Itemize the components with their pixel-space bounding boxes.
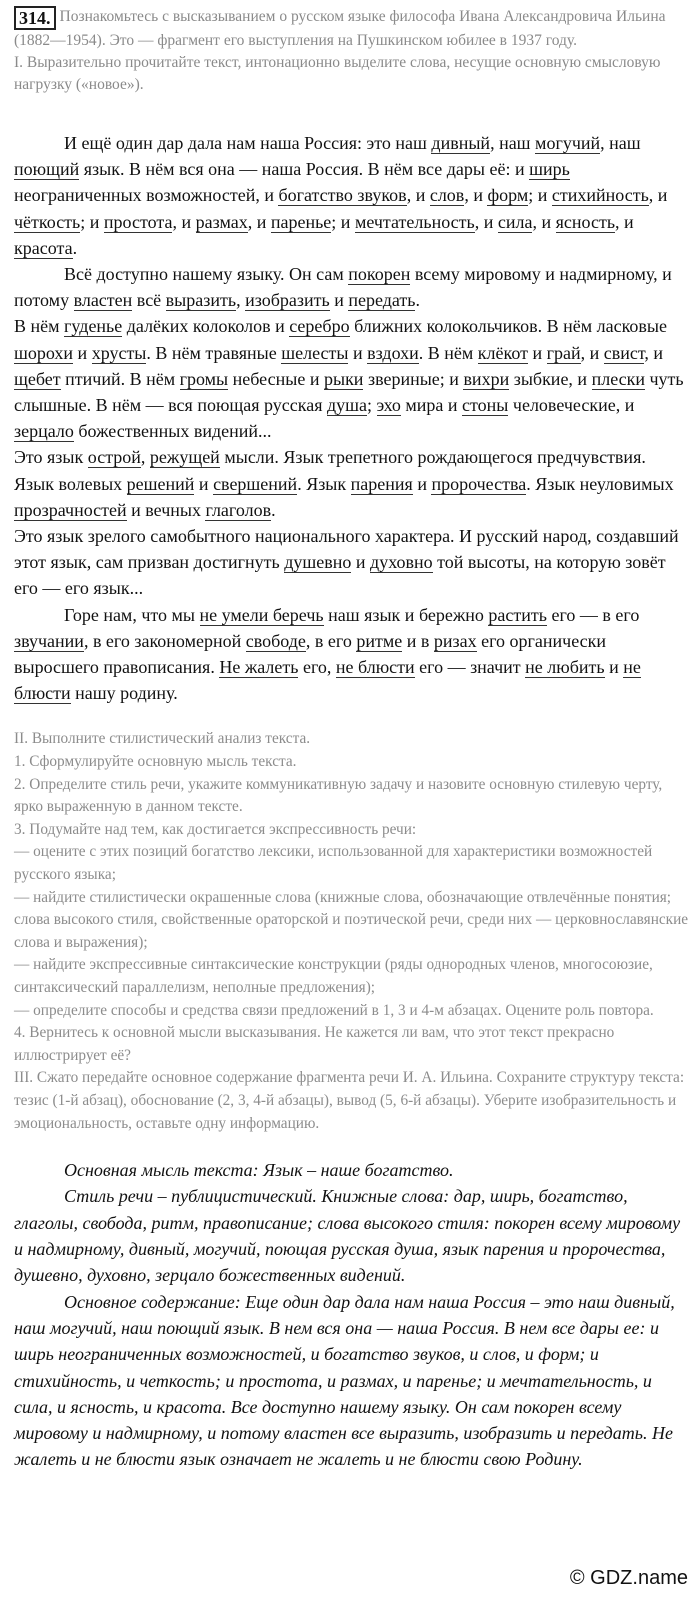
task-item: 4. Вернитесь к основной мысли высказывания. Не кажется ли вам, что этот текст прекрасно иллюстрирует её?	[14, 1024, 615, 1064]
key-word: выразить	[165, 290, 237, 311]
text-fragment: чуть слышные. В нём — вся поющая русская	[14, 368, 684, 416]
key-word: мечтательность	[354, 211, 475, 232]
text-fragment: ;	[367, 395, 377, 416]
text-fragment: , и	[464, 185, 488, 206]
key-word: стихийность	[551, 185, 649, 206]
text-fragment: Это язык	[14, 447, 88, 468]
text-fragment: ,	[140, 447, 150, 468]
key-word: размах	[195, 211, 248, 232]
text-fragment: той высоты, на которую зовёт его — его язык...	[14, 552, 666, 599]
page	[14, 6, 690, 1473]
text-fragment: и	[329, 290, 349, 311]
text-fragment: и	[73, 342, 92, 363]
key-word: стоны	[462, 395, 509, 416]
text-fragment: . Язык неуловимых	[526, 473, 674, 494]
text-paragraph	[14, 261, 690, 313]
text-fragment: его,	[298, 657, 336, 678]
text-fragment: ближних колокольчиков. В нём ласковые	[349, 316, 668, 337]
key-word: пророчества	[431, 473, 527, 494]
key-word: слов	[429, 185, 465, 206]
key-word: передать	[348, 290, 416, 311]
key-word: щебет	[14, 368, 61, 389]
key-word: шелесты	[281, 342, 349, 363]
key-word: плески	[591, 368, 645, 389]
key-word: Не жалеть	[219, 657, 299, 678]
task-item: 2. Определите стиль речи, укажите коммуникативную задачу и назовите основную стилевую черту, ярко выраженную в данном тексте.	[14, 775, 663, 816]
text-fragment: . В нём травяные	[146, 342, 282, 363]
key-word: клёкот	[477, 342, 528, 363]
key-word: режущей	[149, 447, 220, 468]
answer-paragraph: Основная мысль текста: Язык – наше богатство.	[64, 1160, 454, 1181]
text-fragment: и	[351, 552, 371, 573]
key-word: не любить	[525, 657, 605, 678]
text-fragment: , и	[247, 211, 271, 232]
key-word: поющий	[14, 159, 80, 180]
task-item: 1. Сформулируйте основную мысль текста.	[14, 753, 297, 771]
key-word: дивный	[431, 133, 491, 153]
text-fragment: , и	[644, 342, 664, 363]
text-fragment: звериные; и	[363, 368, 464, 389]
text-fragment: , наш	[490, 133, 536, 153]
text-fragment: неограниченных возможностей, и	[14, 185, 279, 206]
text-fragment: язык. В нём вся она — наша Россия. В нём все дары её: и	[79, 159, 530, 180]
key-word: звучании	[14, 630, 84, 651]
text-fragment: нашу родину.	[70, 683, 178, 704]
key-word: шорохи	[14, 342, 74, 363]
task-item: — найдите стилистически окрашенные слова (книжные слова, обозначающие отвлечённые понятия; слова высокого стиля, свойственные ораторской и поэтической речи, среди них — церковнославянские слова и выражения);	[14, 888, 689, 951]
text-fragment: его — в его	[546, 604, 640, 625]
key-word: гуденье	[64, 316, 123, 337]
text-fragment: Это язык зрелого самобытного национального характера. И русский народ, создавший этот язык, сам призван достигнуть	[14, 526, 679, 573]
key-word: вихри	[463, 368, 510, 389]
key-word: не блюсти	[335, 657, 415, 678]
key-word: парения	[350, 473, 413, 494]
key-word: простота	[103, 211, 173, 232]
answer-block	[14, 1157, 690, 1473]
source-text	[14, 130, 690, 706]
text-fragment: и	[194, 473, 214, 494]
key-word: не блюсти	[14, 657, 641, 704]
text-fragment: наш язык и бережно	[323, 604, 489, 625]
text-fragment: человеческие, и	[508, 395, 635, 416]
text-paragraph	[14, 130, 690, 261]
exercise-intro: Познакомьтесь с высказыванием о русском языке философа Ивана Александровича Ильина (1882—1954). Это — фрагмент его выступления на Пушкинском юбилее в 1937 году.	[14, 8, 666, 49]
text-fragment: его органически выросшего правописания.	[14, 630, 607, 678]
text-fragment: , наш	[600, 133, 641, 153]
key-word: свершений	[213, 473, 298, 494]
key-word: богатство звуков	[278, 185, 407, 206]
text-paragraph	[14, 313, 690, 444]
text-fragment: зыбкие, и	[509, 368, 592, 389]
key-word: ширь	[529, 159, 570, 180]
exercise-number: 314.	[14, 6, 56, 30]
task-item: II. Выполните стилистический анализ текста.	[14, 730, 311, 748]
text-fragment: Горе нам, что мы	[64, 604, 200, 625]
task-item: — определите способы и средства связи предложений в 1, 3 и 4-м абзацах. Оцените роль повтора.	[14, 1001, 654, 1019]
key-word: могучий	[535, 133, 601, 153]
task-item: III. Сжато передайте основное содержание фрагмента речи И. А. Ильина. Сохраните структуру текста: тезис (1-й абзац), обоснование (2, 3, 4-й абзацы), вывод (5, 6-й абзацы). Уберите изобразительность и эмоциональность, оставьте одну информацию.	[14, 1069, 685, 1132]
exercise-header	[14, 6, 690, 96]
text-fragment: его — значит	[414, 657, 526, 678]
key-word: эхо	[376, 395, 401, 416]
task-item: — оцените с этих позиций богатство лексики, использованной для характеристики возможностей русского языка;	[14, 843, 653, 884]
text-fragment: и	[604, 657, 624, 678]
key-word: душевно	[284, 552, 352, 573]
watermark: © GDZ.name	[569, 1567, 688, 1589]
answer-paragraph: Основное содержание: Еще один дар дала нам наша Россия – это наш дивный, наш могучий, наш поющий язык. В нем вся она — наша Россия. В нем все дары ее: и ширь неограниченных возможностей, и богатство звуков, и слов, и форм; и стихийность, и четкость; и простота, и размах, и паренье; и мечтательность, и сила, и ясность, и красота. Все доступно нашему языку. Он сам покорен всему мировому и надмирному, и потому властен все выразить, изобразить и передать. Не жалеть и не блюсти язык означает не жалеть и не блюсти свою Родину.	[14, 1291, 675, 1470]
task-1-instruction: I. Выразительно прочитайте текст, интонационно выделите слова, несущие основную смысловую нагрузку («новое»).	[14, 54, 661, 93]
text-fragment: , и	[580, 342, 604, 363]
key-word: громы	[179, 368, 229, 389]
key-word: ясность	[555, 211, 616, 232]
text-fragment: .	[72, 237, 78, 258]
task-list	[14, 728, 690, 1135]
key-word: духовно	[370, 552, 433, 573]
text-fragment: , в его	[305, 630, 357, 651]
text-fragment: божественных видений...	[73, 421, 272, 442]
text-fragment: . Язык	[297, 473, 351, 494]
text-fragment: , и	[532, 211, 556, 232]
text-fragment: птичий. В нём	[60, 368, 180, 389]
key-word: ритме	[356, 630, 403, 651]
key-word: глаголов	[205, 499, 272, 520]
text-fragment: ; и	[331, 211, 355, 232]
key-word: душа	[327, 395, 368, 416]
text-fragment: ,	[236, 290, 246, 311]
key-word: решений	[126, 473, 195, 494]
key-word: свободе	[245, 630, 306, 651]
text-fragment: , и	[172, 211, 196, 232]
task-item: — найдите экспрессивные синтаксические конструкции (ряды однородных членов, многосоюзие, синтаксический параллелизм, неполные предложения);	[14, 956, 653, 996]
text-fragment: , и	[406, 185, 430, 206]
key-word: красота	[14, 237, 73, 258]
key-word: грай	[546, 342, 581, 363]
key-word: вздохи	[367, 342, 419, 363]
task-item: 3. Подумайте над тем, как достигается экспрессивность речи:	[14, 820, 417, 838]
text-fragment: и вечных	[126, 499, 206, 520]
text-fragment: далёких колоколов и	[122, 316, 290, 337]
text-fragment: Всё доступно нашему языку. Он сам	[64, 264, 349, 285]
text-fragment: всему мировому и надмирному, и потому	[14, 264, 672, 311]
text-fragment: ; и	[80, 211, 104, 232]
key-word: чёткость	[14, 211, 81, 232]
text-fragment: , и	[474, 211, 498, 232]
text-fragment: ; и	[528, 185, 552, 206]
text-fragment: и в	[402, 630, 434, 651]
text-fragment: , в его закономерной	[83, 630, 246, 651]
key-word: зерцало	[14, 421, 74, 442]
key-word: форм	[487, 185, 529, 206]
key-word: острой	[87, 447, 141, 468]
text-fragment: мысли. Язык трепетного рождающегося предчувствия. Язык волевых	[14, 447, 646, 494]
text-fragment: мира и	[400, 395, 463, 416]
text-fragment: .	[271, 499, 276, 520]
key-word: не умели беречь	[199, 604, 324, 625]
key-word: изобразить	[245, 290, 330, 311]
text-fragment: . В нём	[418, 342, 478, 363]
text-fragment: , и	[648, 185, 668, 206]
text-paragraph	[14, 444, 690, 523]
key-word: свист	[603, 342, 645, 363]
text-fragment: и	[348, 342, 368, 363]
text-paragraph	[14, 523, 690, 602]
text-fragment: всё	[132, 290, 166, 311]
key-word: растить	[488, 604, 547, 625]
text-paragraph	[14, 602, 690, 707]
key-word: ризах	[433, 630, 477, 651]
key-word: покорен	[348, 264, 411, 285]
key-word: серебро	[289, 316, 350, 337]
key-word: прозрачностей	[14, 499, 127, 520]
text-fragment: И ещё один дар дала нам наша Россия: это наш	[64, 133, 432, 153]
text-fragment: , и	[615, 211, 634, 232]
key-word: сила	[497, 211, 533, 232]
key-word: властен	[73, 290, 133, 311]
text-fragment: .	[415, 290, 420, 311]
text-fragment: В нём	[14, 316, 65, 337]
key-word: паренье	[270, 211, 332, 232]
answer-paragraph: Стиль речи – публицистический. Книжные слова: дар, ширь, богатство, глаголы, свобода, ритм, правописание; слова высокого стиля: покорен всему мировому и надмирному, дивный, могучий, поющая русская душа, язык парения и пророчества, душевно, духовно, зерцало божественных видений.	[14, 1186, 681, 1286]
text-fragment: небесные и	[228, 368, 324, 389]
key-word: рыки	[323, 368, 364, 389]
text-fragment: и	[412, 473, 432, 494]
text-fragment: и	[527, 342, 547, 363]
key-word: хрусты	[91, 342, 147, 363]
